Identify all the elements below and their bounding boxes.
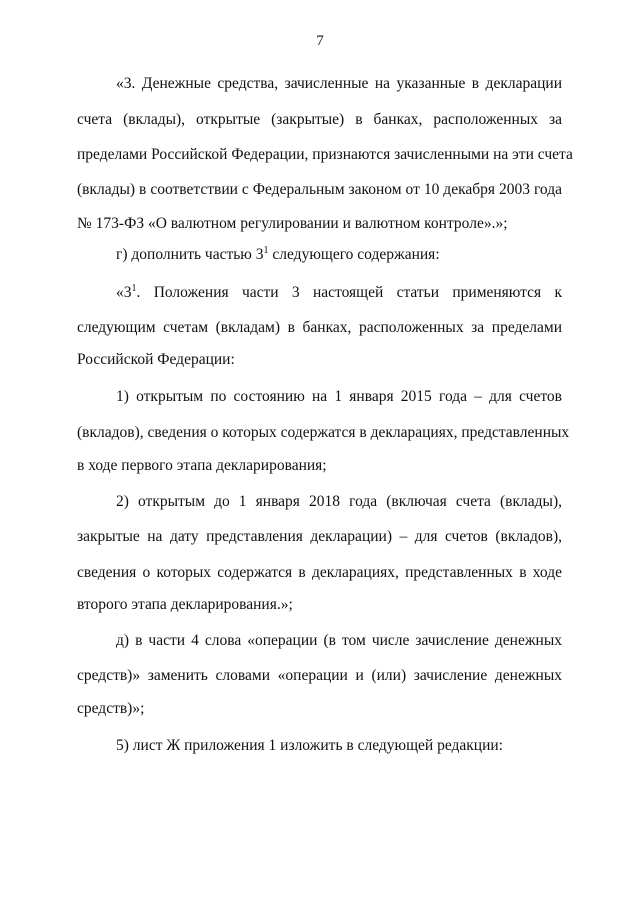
paragraph-5-line-4: второго этапа декларирования.»; (77, 596, 293, 613)
superscript-1: 1 (263, 245, 269, 256)
paragraph-3-line-2: следующим счетам (вкладам) в банках, расположенных за пределами (77, 319, 562, 336)
paragraph-1-line-4: (вклады) в соответствии с Федеральным законом от 10 декабря 2003 года (77, 181, 562, 198)
paragraph-7-line-1: 5) лист Ж приложения 1 изложить в следующей редакции: (116, 737, 503, 754)
paragraph-3-line-3: Российской Федерации: (77, 351, 235, 368)
paragraph-4-line-1: 1) открытым по состоянию на 1 января 2015 года – для счетов (116, 388, 562, 405)
paragraph-1-line-1: «3. Денежные средства, зачисленные на указанные в декларации (116, 75, 562, 92)
paragraph-1-line-2: счета (вклады), открытые (закрытые) в банках, расположенных за (77, 111, 562, 128)
paragraph-2-text-a: г) дополнить частью 3 (116, 246, 264, 263)
page-number: 7 (316, 33, 324, 49)
paragraph-3-text: . Положения части 3 настоящей статьи применяются к (136, 284, 562, 301)
paragraph-6-line-2: средств)» заменить словами «операции и (или) зачисление денежных (77, 667, 562, 684)
paragraph-2-text-b: следующего содержания: (268, 246, 440, 263)
paragraph-3-line-1 (116, 283, 562, 303)
paragraph-3-prefix: «3 (116, 284, 132, 301)
superscript-1: 1 (131, 283, 137, 294)
paragraph-4-line-2: (вкладов), сведения о которых содержатся в декларациях, представленных (77, 424, 570, 441)
paragraph-5-line-3: сведения о которых содержатся в декларациях, представленных в ходе (77, 564, 562, 581)
paragraph-6-line-3: средств)»; (77, 700, 145, 717)
paragraph-5-line-1: 2) открытым до 1 января 2018 года (включая счета (вклады), (116, 493, 562, 510)
paragraph-4-line-3: в ходе первого этапа декларирования; (77, 457, 327, 474)
paragraph-1-line-3: пределами Российской Федерации, признаются зачисленными на эти счета (77, 146, 573, 163)
paragraph-2-line-1 (116, 245, 562, 265)
paragraph-5-line-2: закрытые на дату представления декларации) – для счетов (вкладов), (77, 528, 562, 545)
paragraph-6-line-1: д) в части 4 слова «операции (в том числе зачисление денежных (116, 632, 562, 649)
paragraph-1-line-5: № 173-ФЗ «О валютном регулировании и валютном контроле».»; (77, 215, 508, 232)
